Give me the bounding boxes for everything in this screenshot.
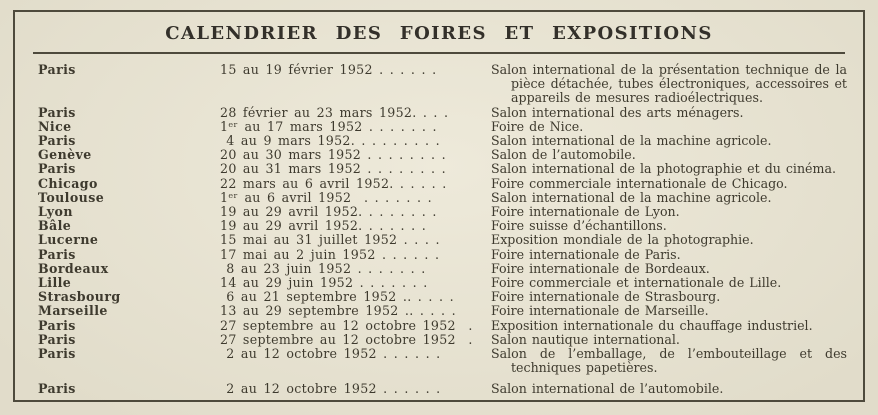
date-cell: 28 février au 23 mars 1952. . . . bbox=[220, 104, 449, 120]
date-cell: 2 au 12 octobre 1952 . . . . . . bbox=[220, 346, 441, 362]
description-cell: Foire internationale de Paris. bbox=[491, 246, 681, 262]
date-cell: 17 mai au 2 juin 1952 . . . . . . bbox=[220, 246, 440, 262]
description-cell: Foire commerciale et internationale de Lille. bbox=[491, 275, 782, 291]
description-cell: Salon de l’automobile. bbox=[491, 147, 636, 163]
fairs-table-body bbox=[15, 63, 863, 397]
description-cell: Salon de l’emballage, de l’embouteillage et des techniques papetières. bbox=[491, 346, 847, 376]
date-cell: 22 mars au 6 avril 1952. . . . . . bbox=[220, 175, 447, 191]
date-cell: 4 au 9 mars 1952. . . . . . . . . bbox=[220, 133, 440, 149]
city-cell: Marseille bbox=[38, 303, 108, 319]
city-cell: Paris bbox=[38, 346, 76, 362]
table-row bbox=[15, 333, 863, 347]
description-cell: Foire internationale de Lyon. bbox=[491, 204, 680, 220]
city-cell: Paris bbox=[38, 381, 76, 397]
date-cell: 8 au 23 juin 1952 . . . . . . . bbox=[220, 260, 426, 276]
description-cell: Salon nautique international. bbox=[491, 331, 680, 347]
table-row bbox=[15, 63, 863, 106]
description-cell: Exposition internationale du chauffage industriel. bbox=[491, 317, 813, 333]
title-divider-rule bbox=[33, 52, 845, 54]
city-cell: Paris bbox=[38, 331, 76, 347]
table-row bbox=[15, 205, 863, 219]
city-cell: Paris bbox=[38, 133, 76, 149]
table-row bbox=[15, 162, 863, 176]
description-cell: Salon international des arts ménagers. bbox=[491, 104, 744, 120]
city-cell: Lucerne bbox=[38, 232, 99, 248]
description-cell: Salon international de l’automobile. bbox=[491, 381, 724, 397]
description-cell: Foire suisse d’échantillons. bbox=[491, 218, 667, 234]
table-row bbox=[15, 319, 863, 333]
date-cell: 6 au 21 septembre 1952 .. . . . . bbox=[220, 289, 454, 305]
city-cell: Paris bbox=[38, 62, 76, 77]
city-cell: Paris bbox=[38, 246, 76, 262]
description-cell: Foire internationale de Bordeaux. bbox=[491, 260, 710, 276]
city-cell: Nice bbox=[38, 118, 72, 134]
city-cell: Paris bbox=[38, 161, 76, 177]
city-cell: Paris bbox=[38, 104, 76, 120]
document-border-frame bbox=[13, 10, 865, 402]
city-cell: Lille bbox=[38, 275, 72, 291]
table-row bbox=[15, 106, 863, 120]
date-cell: 15 mai au 31 juillet 1952 . . . . bbox=[220, 232, 440, 248]
description-cell: Foire commerciale internationale de Chicago. bbox=[491, 175, 788, 191]
date-cell: 2 au 12 octobre 1952 . . . . . . bbox=[220, 381, 441, 397]
date-cell: 20 au 31 mars 1952 . . . . . . . . bbox=[220, 161, 446, 177]
table-row bbox=[15, 382, 863, 396]
description-cell: Exposition mondiale de la photographie. bbox=[491, 232, 754, 248]
table-row bbox=[15, 191, 863, 205]
city-cell: Lyon bbox=[38, 204, 73, 220]
description-cell: Foire internationale de Strasbourg. bbox=[491, 289, 721, 305]
table-row bbox=[15, 120, 863, 134]
table-row bbox=[15, 134, 863, 148]
date-cell: 27 septembre au 12 octobre 1952 . bbox=[220, 331, 473, 347]
city-cell: Paris bbox=[38, 317, 76, 333]
date-cell: 14 au 29 juin 1952 . . . . . . . bbox=[220, 275, 428, 291]
city-cell: Genève bbox=[38, 147, 92, 163]
city-cell: Strasbourg bbox=[38, 289, 121, 305]
table-row bbox=[15, 290, 863, 304]
date-cell: 27 septembre au 12 octobre 1952 . bbox=[220, 317, 473, 333]
date-cell: 1ᵉʳ au 17 mars 1952 . . . . . . . bbox=[220, 118, 437, 134]
table-row bbox=[15, 148, 863, 162]
description-cell: Salon international de la machine agricole. bbox=[491, 133, 772, 149]
city-cell: Bâle bbox=[38, 218, 72, 234]
date-cell: 15 au 19 février 1952 . . . . . . bbox=[220, 62, 437, 77]
description-cell: Salon international de la machine agricole. bbox=[491, 189, 772, 205]
table-row bbox=[15, 248, 863, 262]
description-cell: Foire de Nice. bbox=[491, 118, 584, 134]
table-row bbox=[15, 262, 863, 276]
description-cell: Salon international de la photographie et du cinéma. bbox=[491, 161, 836, 177]
page-title: CALENDRIER DES FOIRES ET EXPOSITIONS bbox=[165, 23, 713, 44]
city-cell: Toulouse bbox=[38, 189, 105, 205]
date-cell: 19 au 29 avril 1952. . . . . . . . bbox=[220, 204, 437, 220]
table-row bbox=[15, 177, 863, 191]
date-cell: 1ᵉʳ au 6 avril 1952 . . . . . . . bbox=[220, 189, 432, 205]
city-cell: Chicago bbox=[38, 175, 98, 191]
table-row bbox=[15, 347, 863, 375]
description-cell: Foire internationale de Marseille. bbox=[491, 303, 709, 319]
table-row bbox=[15, 304, 863, 318]
table-row bbox=[15, 219, 863, 233]
date-cell: 13 au 29 septembre 1952 .. . . . . bbox=[220, 303, 456, 319]
description-cell: Salon international de la présentation technique de la pièce détachée, tubes électroniques, accessoires et appareils de mesures radioélectriques. bbox=[491, 62, 847, 106]
date-cell: 20 au 30 mars 1952 . . . . . . . . bbox=[220, 147, 446, 163]
table-row bbox=[15, 233, 863, 247]
table-row bbox=[15, 276, 863, 290]
date-cell: 19 au 29 avril 1952. . . . . . . bbox=[220, 218, 427, 234]
city-cell: Bordeaux bbox=[38, 260, 109, 276]
